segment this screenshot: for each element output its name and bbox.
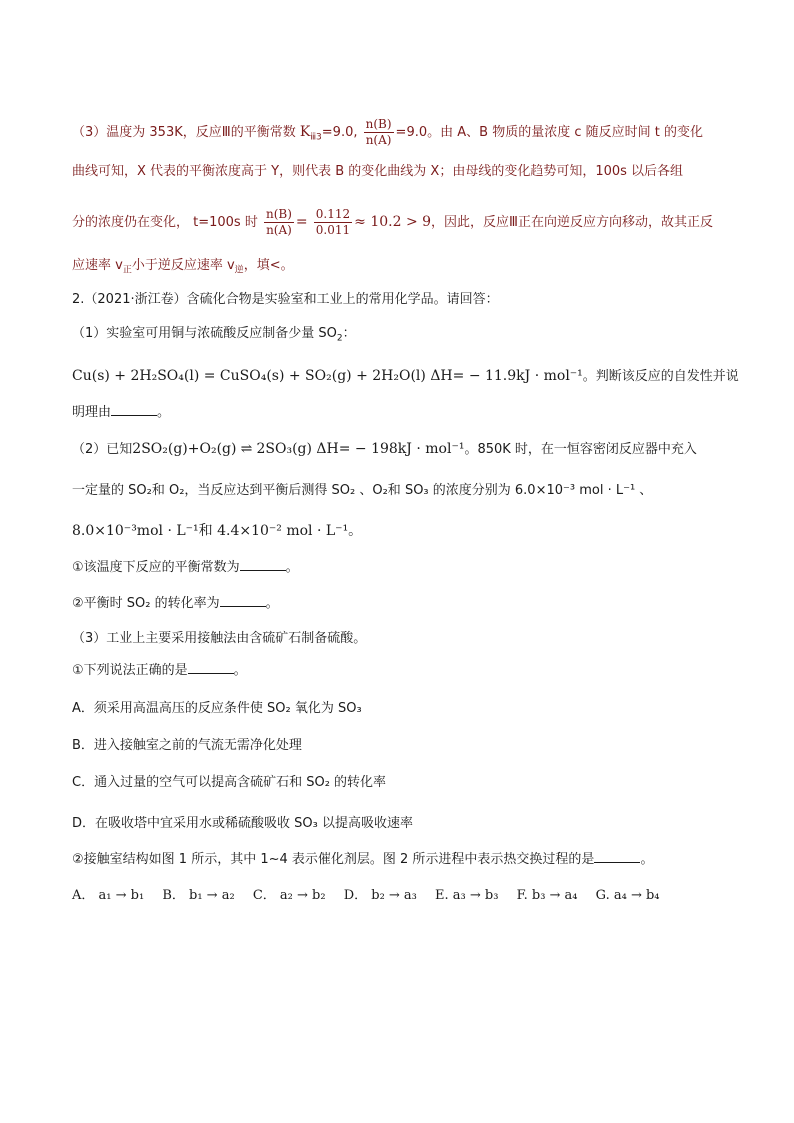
question-text: 。判断该反应的自发性并说 — [582, 369, 739, 384]
question-header: 2.（2021·浙江卷）含硫化合物是实验室和工业上的常用化学品。请回答： — [72, 292, 499, 307]
question-text: ②平衡时 SO₂ 的转化率为 — [72, 596, 220, 611]
equals-sign: = — [295, 214, 308, 230]
question-text-line: 8.0×10⁻³mol · L⁻¹和 4.4×10⁻² mol · L⁻¹。 — [72, 523, 363, 539]
choice-f[interactable]: F. b₃ → a₄ — [516, 888, 578, 903]
solution-text: =9.0。由 A、B 物质的量浓度 c 随反应时间 t 的变化 — [395, 125, 703, 140]
answer-blank[interactable] — [240, 558, 286, 571]
solution-text: 小于逆反应速率 v — [131, 258, 235, 273]
question-text: ①下列说法正确的是 — [72, 663, 188, 678]
k-subscript: ⅲ3 — [310, 132, 322, 143]
fraction-numerator: 0.112 — [315, 207, 351, 221]
option-a[interactable]: A．须采用高温高压的反应条件使 SO₂ 氧化为 SO₃ — [72, 701, 362, 716]
solution-line-3 — [72, 207, 713, 238]
answer-blank[interactable] — [220, 594, 266, 607]
solution-text: ，填<。 — [243, 258, 294, 273]
choice-c[interactable]: C． a₂ → b₂ — [252, 888, 326, 903]
question-part-2 — [72, 439, 697, 460]
subscript: 逆 — [234, 265, 244, 276]
question-text: 。850K 时，在一恒容密闭反应器中充入 — [464, 442, 697, 457]
fraction-denominator: 0.011 — [315, 223, 351, 237]
choice-row — [72, 886, 660, 906]
question-text: ： — [342, 326, 356, 341]
k-value: =9.0, — [321, 125, 358, 140]
ratio-fraction — [264, 207, 294, 238]
option-b[interactable]: B．进入接触室之前的气流无需净化处理 — [72, 738, 302, 753]
question-text-line: 一定量的 SO₂和 O₂，当反应达到平衡后测得 SO₂ 、O₂和 SO₃ 的浓度分别为 6.0×10⁻³ mol · L⁻¹ 、 — [72, 483, 653, 498]
question-text: 。 — [233, 663, 247, 678]
question-text: （2）已知 — [72, 442, 133, 457]
solution-line-1 — [72, 117, 703, 148]
question-text: ②接触室结构如图 1 所示，其中 1~4 表示催化剂层。图 2 所示进程中表示热交换过程的是 — [72, 852, 595, 867]
answer-blank[interactable] — [594, 850, 640, 863]
question-text: 。 — [265, 596, 279, 611]
solution-line-4 — [72, 256, 294, 281]
option-d[interactable]: D．在吸收塔中宜采用水或稀硫酸吸收 SO₃ 以提高吸收速率 — [72, 816, 413, 831]
equation: 2SO₃(g) ΔH= − 198kJ · mol⁻¹ — [256, 441, 465, 457]
equation: 2SO₂(g)+O₂(g) — [132, 441, 237, 457]
sub-question — [72, 594, 279, 614]
option-c[interactable]: C．通入过量的空气可以提高含硫矿石和 SO₂ 的转化率 — [72, 775, 387, 790]
choice-b[interactable]: B． b₁ → a₂ — [162, 888, 235, 903]
fraction-numerator: n(B) — [365, 117, 392, 131]
value-fraction — [314, 207, 352, 238]
answer-blank[interactable] — [111, 403, 157, 416]
sub-question — [72, 850, 653, 870]
question-part-1 — [72, 324, 356, 349]
choice-g[interactable]: G. a₄ → b₄ — [595, 888, 660, 903]
fraction-numerator: n(B) — [265, 207, 292, 221]
question-text: 。 — [640, 852, 654, 867]
solution-text: 应速率 v — [72, 258, 123, 273]
question-text: 。 — [157, 405, 171, 420]
sub-question — [72, 661, 247, 681]
solution-text: ，因此，反应Ⅲ正在向逆反应方向移动，故其正反 — [431, 215, 713, 230]
choice-a[interactable]: A． a₁ → b₁ — [72, 888, 145, 903]
fraction-denominator: n(A) — [264, 222, 294, 238]
reason-line — [72, 403, 170, 423]
equation: Cu(s) + 2H₂SO₄(l) = CuSO₄(s) + SO₂(g) + 2H₂O(l) ΔH= − 11.9kJ · mol⁻¹ — [72, 368, 583, 384]
question-text: 明理由 — [72, 405, 112, 420]
equation-line — [72, 366, 739, 387]
question-text: ①该温度下反应的平衡常数为 — [72, 560, 240, 575]
choice-e[interactable]: E. a₃ → b₃ — [435, 888, 499, 903]
subscript: 2 — [336, 333, 343, 344]
solution-line-2: 曲线可知，X 代表的平衡浓度高于 Y，则代表 B 的变化曲线为 X；由母线的变化趋势可知，100s 以后各组 — [72, 164, 684, 179]
solution-text: （3）温度为 353K，反应Ⅲ的平衡常数 — [72, 125, 300, 140]
question-part-3: （3）工业上主要采用接触法由含硫矿石制备硫酸。 — [72, 631, 367, 646]
equilibrium-arrow: ⇌ — [240, 441, 253, 457]
k-symbol: K — [299, 124, 311, 140]
ratio-fraction — [364, 117, 394, 148]
sub-question — [72, 558, 299, 578]
subscript: 正 — [122, 265, 132, 276]
question-text: 。 — [285, 560, 299, 575]
choice-d[interactable]: D． b₂ → a₃ — [343, 888, 417, 903]
fraction-denominator: n(A) — [364, 132, 394, 148]
solution-text: 分的浓度仍在变化， t=100s 时 — [72, 215, 258, 230]
answer-blank[interactable] — [188, 661, 234, 674]
question-text: （1）实验室可用铜与浓硫酸反应制备少量 SO — [72, 326, 337, 341]
approx-value: ≈ 10.2 > 9 — [354, 214, 432, 230]
